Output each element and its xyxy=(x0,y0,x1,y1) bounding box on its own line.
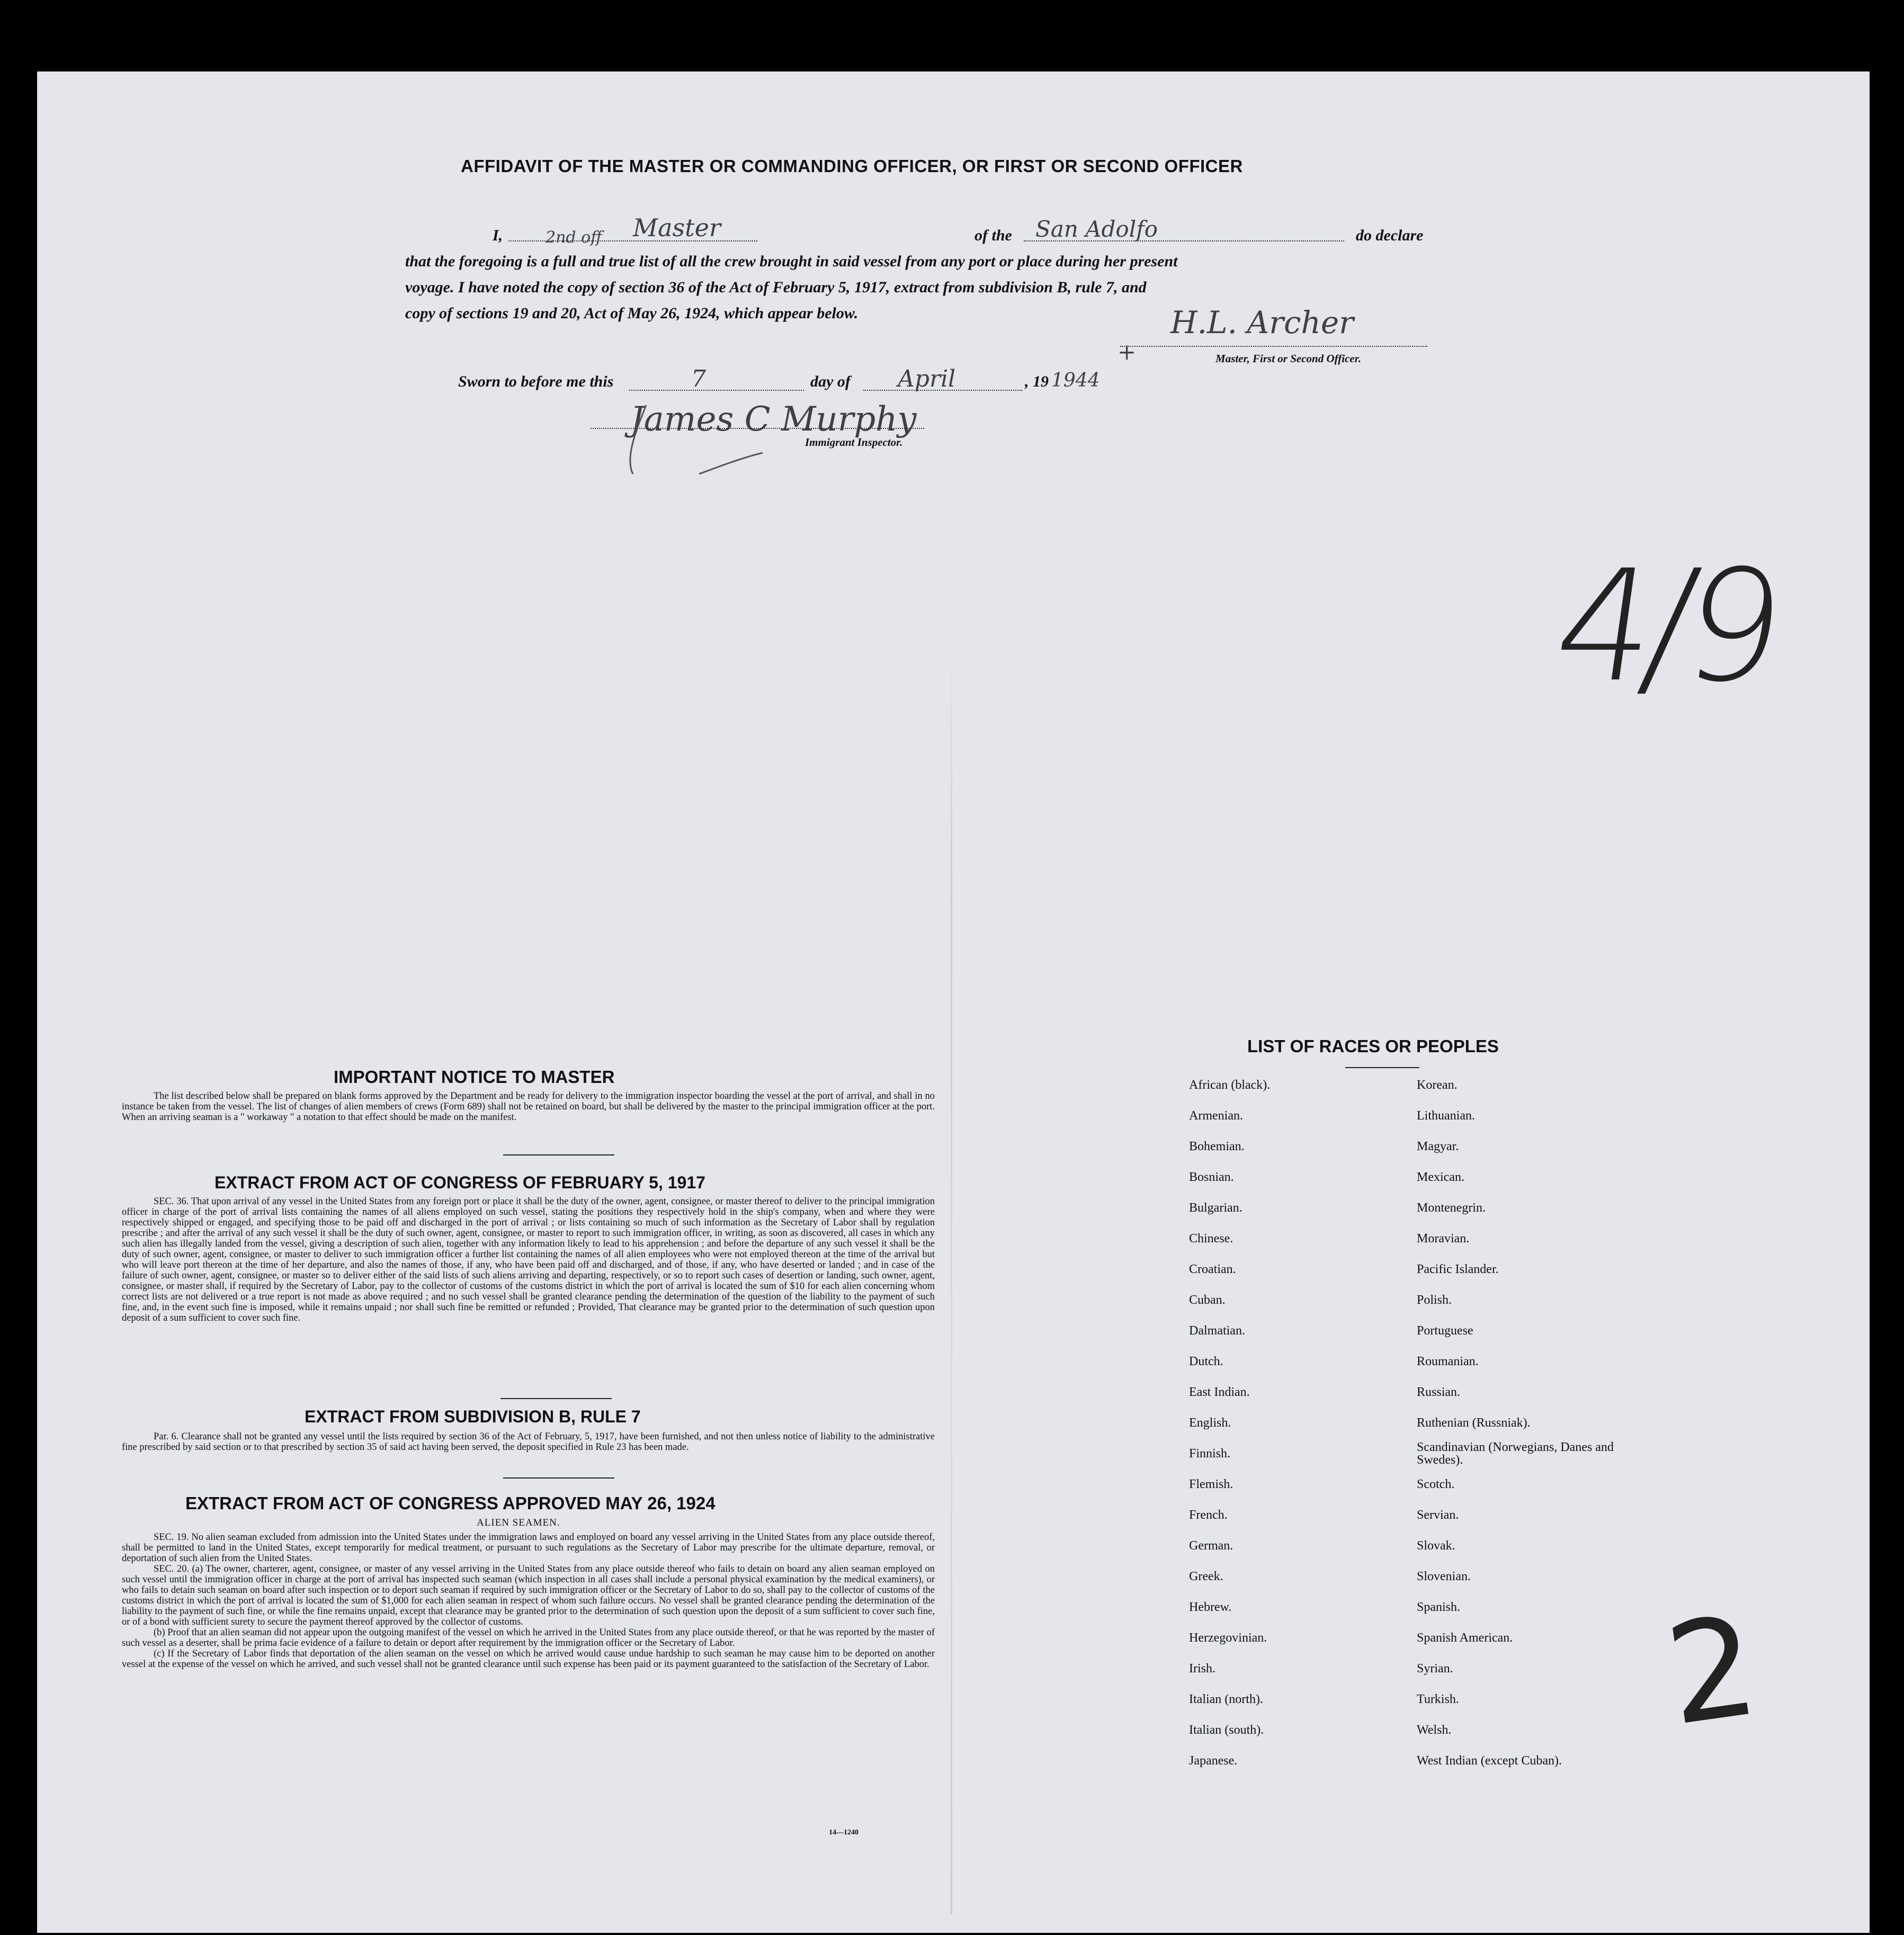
day-line xyxy=(629,390,804,391)
race-entry: Montenegrin. xyxy=(1417,1201,1486,1215)
divider xyxy=(503,1154,614,1155)
race-entry: Lithuanian. xyxy=(1417,1108,1475,1123)
race-entry: Spanish American. xyxy=(1417,1631,1513,1645)
officer-caption: Master, First or Second Officer. xyxy=(1215,352,1361,365)
race-entry: East Indian. xyxy=(1189,1385,1250,1399)
race-entry: Mexican. xyxy=(1417,1170,1464,1184)
race-entry: Turkish. xyxy=(1417,1692,1459,1706)
race-entry: Spanish. xyxy=(1417,1600,1461,1614)
extract-1917-text: SEC. 36. That upon arrival of any vessel in the United States from any foreign port or place it shall be the duty of the owner, agent, consignee, or master thereof to deliver to the principal immigration officer in charge of the port of arrival lists containing the names of all aliens employed on such vessel, stating the positions they respectively hold in the ship's company, when and where they were respectively shipped or engaged, and specifying those to be paid off and discharged in the port of arrival ; or lists containing so much of such information as the Secretary of Labor shall by regulation prescribe ; and after the arrival of any such vessel it shall be the duty of such owner, agent, consignee, or master to report to such immigration officer, in writing, as soon as discovered, all cases in which any such alien has illegally landed from the vessel, giving a description of such alien, together with any information likely to lead to his apprehension ; and before the departure of any such vessel it shall be the duty of such owner, agent, consignee, or master to deliver to such immigration officer a further list containing the names of all alien employees who were not employed thereon at the time of the arrival but who will leave port thereon at the time of her departure, and also the names of those, if any, who have been paid off and discharged, and of those, if any, who have deserted or landed ; and in case of the failure of such owner, agent, consignee, or master so to deliver either of the said lists of such aliens arriving and departing, respectively, or so to report such cases of desertion or landing, such owner, agent, consignee, or master shall, if required by the Secretary of Labor, pay to the collector of customs of the customs district in which the port of arrival is located the sum of $10 for each alien concerning whom correct lists are not delivered or a true report is not made as above required ; and no such vessel shall be granted clearance pending the determination of the question of the liability to the payment of such fine, and, in the event such fine is imposed, while it remains unpaid ; nor shall such fine be remitted or refunded ; Provided, That clearance may be granted prior to the determination of such question upon deposit of a sum sufficient to cover such fine. xyxy=(122,1196,935,1323)
race-entry: Armenian. xyxy=(1189,1108,1243,1123)
rule7-title: EXTRACT FROM SUBDIVISION B, RULE 7 xyxy=(305,1407,641,1426)
race-entry: Polish. xyxy=(1417,1293,1452,1307)
affidavit-i: I, xyxy=(493,227,503,244)
races-row xyxy=(1189,1346,1740,1377)
races-row xyxy=(1189,1254,1740,1285)
race-entry: Scandinavian (Norwegians, Danes and Swedes). xyxy=(1417,1440,1614,1467)
race-entry: Herzegovinian. xyxy=(1189,1631,1267,1645)
race-entry: Bohemian. xyxy=(1189,1139,1245,1153)
sec20a-text: SEC. 20. (a) The owner, charterer, agent, consignee, or master of any vessel arriving in the United States from any place outside thereof who fails to detain on board any alien seaman employed on such vessel until the immigration officer in charge at the port of arrival has inspected such seaman (which inspection in all cases shall include a personal physical examination by the medical examiners), or who fails to detain such seaman on board after such inspection or to deport such seaman if required by such immigration officer or the Secretary of Labor to do so, shall pay to the collector of customs of the customs district in which the port of arrival is located the sum of $1,000 for each alien seaman in respect of whom such failure occurs. No vessel shall be granted clearance pending the determination of the liability to the payment of such fine, or while the fine remains unpaid, except that clearance may be granted prior to the determination of such question upon the deposit of a sum sufficient to cover such fine, or of a bond with sufficient surety to secure the payment thereof approved by the collector of customs. xyxy=(122,1564,935,1627)
race-entry: Pacific Islander. xyxy=(1417,1262,1499,1276)
check-mark-handwritten: 2 xyxy=(1657,1585,1767,1757)
sec20c-text: (c) If the Secretary of Labor finds that deportation of the alien seaman on the vessel on which he arrived would cause undue hardship to such seaman he may cause him to be deported on another vessel at the expense of the vessel on which he arrived, and such vessel shall not be granted clearance until such expense has been paid or its payment guaranteed to the satisfaction of the Secretary of Labor. xyxy=(122,1649,935,1670)
race-entry: Bulgarian. xyxy=(1189,1201,1242,1215)
race-entry: Hebrew. xyxy=(1189,1600,1232,1614)
race-entry: Roumanian. xyxy=(1417,1354,1479,1368)
affidavit-line-2: that the foregoing is a full and true list of all the crew brought in said vessel from any port or place during her present xyxy=(405,253,1178,270)
races-row xyxy=(1189,1592,1740,1623)
vessel-handwritten: San Adolfo xyxy=(1035,216,1158,242)
extract-1924-subtitle: ALIEN SEAMEN. xyxy=(477,1517,560,1528)
race-entry: Scotch. xyxy=(1417,1477,1455,1491)
races-row xyxy=(1189,1377,1740,1408)
race-entry: Dalmatian. xyxy=(1189,1323,1245,1338)
races-row xyxy=(1189,1285,1740,1315)
race-entry: West Indian (except Cuban). xyxy=(1417,1753,1562,1768)
race-entry: Korean. xyxy=(1417,1078,1458,1092)
sworn-pre: Sworn to before me this xyxy=(458,373,614,390)
inspector-caption: Immigrant Inspector. xyxy=(805,436,903,449)
race-entry: Greek. xyxy=(1189,1569,1223,1583)
races-row xyxy=(1189,1100,1740,1131)
sworn-mid: day of xyxy=(810,373,851,390)
race-entry: Croatian. xyxy=(1189,1262,1236,1276)
sworn-month: April xyxy=(898,365,956,392)
race-entry: Portuguese xyxy=(1417,1323,1473,1338)
race-entry: Irish. xyxy=(1189,1661,1215,1676)
race-entry: Italian (north). xyxy=(1189,1692,1263,1706)
races-row xyxy=(1189,1623,1740,1653)
affidavit-title: AFFIDAVIT OF THE MASTER OR COMMANDING OFFICER, OR FIRST OR SECOND OFFICER xyxy=(461,156,1243,176)
races-title: LIST OF RACES OR PEOPLES xyxy=(1247,1036,1499,1056)
races-row xyxy=(1189,1745,1740,1776)
race-entry: Flemish. xyxy=(1189,1477,1233,1491)
race-entry: French. xyxy=(1189,1508,1228,1522)
race-entry: Dutch. xyxy=(1189,1354,1223,1368)
officer-signature-line xyxy=(1120,346,1427,347)
x-mark: + xyxy=(1118,339,1137,365)
race-entry: Slovak. xyxy=(1417,1538,1455,1553)
race-entry: Chinese. xyxy=(1189,1231,1233,1246)
race-entry: Cuban. xyxy=(1189,1293,1226,1307)
sec19-text: SEC. 19. No alien seaman excluded from admission into the United States under the immigration laws and employed on board any vessel arriving in the United States from any place outside thereof, shall be permitted to land in the United States, except temporarily for medical treatment, or pursuant to such regulations as the Secretary of Labor may prescribe for the ultimate departure, removal, or deportation of such alien from the United States. xyxy=(122,1532,935,1564)
sec20b-text: (b) Proof that an alien seaman did not appear upon the outgoing manifest of the vessel on which he arrived in the United States from any place outside thereof, or that he was reported by the master of such vessel as a deserter, shall be prima facie evidence of a failure to detain or deport after requirement by the immigration officer or the Secretary of Labor. xyxy=(122,1627,935,1649)
race-entry: Russian. xyxy=(1417,1385,1461,1399)
extract-1924-body xyxy=(122,1532,935,1670)
races-row xyxy=(1189,1070,1740,1100)
divider xyxy=(500,1398,612,1399)
races-row xyxy=(1189,1193,1740,1223)
name-handwritten: Master xyxy=(633,213,721,242)
races-row xyxy=(1189,1715,1740,1745)
race-entry: Japanese. xyxy=(1189,1753,1238,1768)
officer-signature: H.L. Archer xyxy=(1170,304,1354,341)
race-entry: Syrian. xyxy=(1417,1661,1453,1676)
race-entry: Bosnian. xyxy=(1189,1170,1234,1184)
divider xyxy=(1345,1067,1419,1068)
race-entry: German. xyxy=(1189,1538,1233,1553)
race-entry: English. xyxy=(1189,1416,1231,1430)
race-entry: African (black). xyxy=(1189,1078,1271,1092)
extract-1924-title: EXTRACT FROM ACT OF CONGRESS APPROVED MAY 26, 1924 xyxy=(185,1493,716,1513)
races-row xyxy=(1189,1653,1740,1684)
race-entry: Magyar. xyxy=(1417,1139,1459,1153)
races-table xyxy=(1189,1070,1740,1776)
race-entry: Welsh. xyxy=(1417,1723,1452,1737)
signature-flourish xyxy=(604,400,763,479)
notice-title: IMPORTANT NOTICE TO MASTER xyxy=(334,1067,615,1087)
fold-line xyxy=(951,643,952,1914)
race-entry: Finnish. xyxy=(1189,1446,1231,1461)
extract-1917-title: EXTRACT FROM ACT OF CONGRESS OF FEBRUARY 5, 1917 xyxy=(214,1173,705,1192)
affidavit-line-3: voyage. I have noted the copy of section 36 of the Act of February 5, 1917, extract from subdivision B, rule 7, and xyxy=(405,279,1147,296)
races-row xyxy=(1189,1500,1740,1530)
form-number: 14—1240 xyxy=(829,1829,859,1837)
races-row xyxy=(1189,1315,1740,1346)
races-row xyxy=(1189,1131,1740,1162)
rule7-text: Par. 6. Clearance shall not be granted any vessel until the lists required by section 36 of the Act of February, 5, 1917, have been furnished, and not then unless notice of liability to the administrative fine prescribed by said section or to that prescribed by section 35 of said act having been served, the deposit specified in Rule 23 has been made. xyxy=(122,1431,935,1453)
races-row xyxy=(1189,1438,1740,1469)
race-entry: Moravian. xyxy=(1417,1231,1470,1246)
race-entry: Ruthenian (Russniak). xyxy=(1417,1416,1531,1430)
race-entry: Italian (south). xyxy=(1189,1723,1264,1737)
affidavit-line-4: copy of sections 19 and 20, Act of May 26, 1924, which appear below. xyxy=(405,304,859,322)
races-row xyxy=(1189,1530,1740,1561)
name-handwritten-above: 2nd off xyxy=(546,228,602,247)
races-row xyxy=(1189,1561,1740,1592)
page-number-handwritten: 4/9 xyxy=(1544,538,1785,716)
races-row xyxy=(1189,1408,1740,1438)
races-row xyxy=(1189,1162,1740,1193)
notice-text: The list described below shall be prepared on blank forms approved by the Department and be ready for delivery to the immigration inspector boarding the vessel at the port of arrival, and shall in no instance be taken from the vessel. The list of changes of alien members of crews (Form 689) shall not be retained on board, but shall be delivered by the master to the principal immigration officer at the port. When an arriving seaman is a " workaway " a notation to that effect should be made on the manifest. xyxy=(122,1091,935,1123)
affidavit-of-the: of the xyxy=(975,227,1012,244)
races-row xyxy=(1189,1223,1740,1254)
inspector-signature: James C Murphy xyxy=(630,400,917,439)
sworn-day: 7 xyxy=(691,365,706,392)
affidavit-declare: do declare xyxy=(1356,227,1424,244)
sworn-line: Sworn to before me this 7 day of April , 19 1944 xyxy=(458,365,1100,392)
document-page xyxy=(37,71,1870,1933)
races-row xyxy=(1189,1469,1740,1500)
race-entry: Servian. xyxy=(1417,1508,1459,1522)
race-entry: Slovenian. xyxy=(1417,1569,1471,1583)
sworn-year: 1944 xyxy=(1051,370,1100,391)
divider xyxy=(503,1477,614,1479)
races-row xyxy=(1189,1684,1740,1715)
